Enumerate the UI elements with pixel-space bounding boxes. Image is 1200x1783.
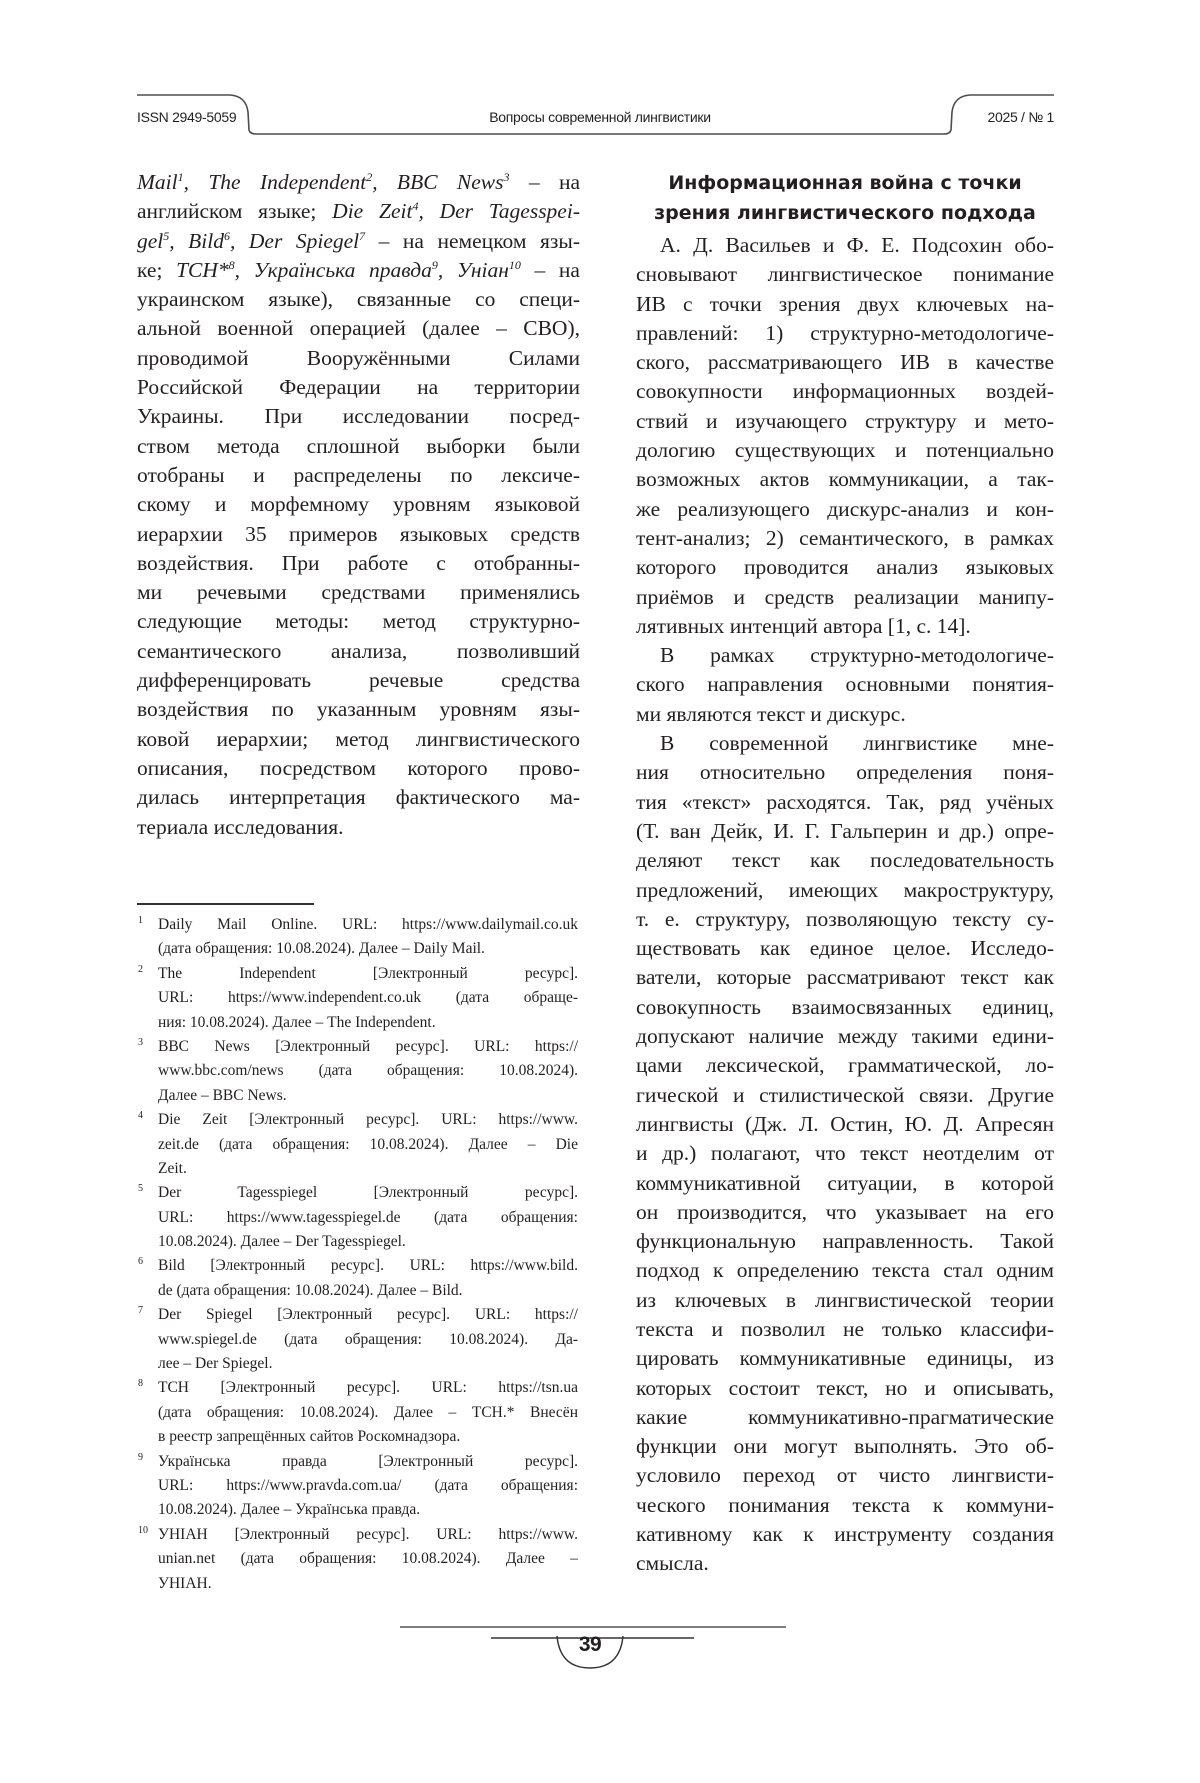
text-line: же реализующего дискурс-анализ и кон- (636, 495, 1054, 524)
footnote-number: 7 (138, 1299, 143, 1323)
footnote (137, 1523, 578, 1596)
text-line: т. е. структуру, позволяющую тексту су- (636, 905, 1054, 934)
text-line: тент-анализ; 2) семантического, в рамках (636, 524, 1054, 553)
text-line: деляют текст как последовательность (636, 846, 1054, 875)
text-line: иерархии 35 примеров языковых средств (137, 520, 580, 549)
heading-line: зрения лингвистического подхода (636, 198, 1054, 228)
footnote-line: ния: 10.08.2024). Далее – The Independent. (158, 1011, 578, 1035)
footnote-ref: 8 (229, 258, 235, 272)
paragraph (636, 641, 1054, 729)
text-line: правлений: 1) структурно-методологиче- (636, 319, 1054, 348)
footnote-ref: 9 (432, 258, 438, 272)
footnote (137, 1181, 578, 1254)
footnote-line: Der Spiegel [Электронный ресурс]. URL: https:// (158, 1303, 578, 1327)
text-line: ватели, которые рассматривают текст как (636, 963, 1054, 992)
footnote-number: 4 (138, 1104, 143, 1128)
text-line: предложений, имеющих макроструктуру, (636, 876, 1054, 905)
text-line: которых состоит текст, но и описывать, (636, 1374, 1054, 1403)
text-line: лингвисты (Дж. Л. Остин, Ю. Д. Апресян (636, 1110, 1054, 1139)
text-segment: gel (137, 229, 163, 253)
text-line: ществовать как единое целое. Исследо- (636, 934, 1054, 963)
heading-line: Информационная война с точки (636, 168, 1054, 198)
footnote-line: URL: https://www.pravda.com.ua/ (дата обращения: (158, 1474, 578, 1498)
footnote-ref: 7 (359, 229, 365, 243)
text-segment: , Der Tagesspei- (418, 199, 580, 223)
text-line: он производится, что указывает на его (636, 1198, 1054, 1227)
text-segment: , Українська правда (235, 258, 432, 282)
text-segment: ке; (137, 258, 176, 282)
footnote-line: 10.08.2024). Далее – Українська правда. (158, 1498, 578, 1522)
footnote-ref: 6 (224, 229, 230, 243)
footnote (137, 962, 578, 1035)
text-line: текста и позволил не только классифи- (636, 1315, 1054, 1344)
text-line (137, 168, 580, 197)
text-line: ского, рассматривающего ИВ в качестве (636, 348, 1054, 377)
text-line: совокупности информационных воздей- (636, 377, 1054, 406)
footnote-number: 2 (138, 958, 143, 982)
text-line: описания, посредством которого прово- (137, 754, 580, 783)
text-segment: , The Independent (184, 170, 367, 194)
footnote-line: Zeit. (158, 1157, 578, 1181)
footnote-line: The Independent [Электронный ресурс]. (158, 962, 578, 986)
footnote-ref: 2 (366, 170, 372, 184)
text-line: ческого понимания текста к коммуни- (636, 1491, 1054, 1520)
text-line: скому и морфемному уровням языковой (137, 490, 580, 519)
footnote (137, 1254, 578, 1303)
issue-number: 2025 / № 1 (987, 109, 1054, 125)
text-line: воздействия по указанным уровням язы- (137, 695, 580, 724)
footnote-line: URL: https://www.independent.co.uk (дата обраще- (158, 986, 578, 1010)
text-line: териала исследования. (137, 813, 580, 842)
text-line: дифференцировать речевые средства (137, 666, 580, 695)
footnote-line: Українська правда [Электронный ресурс]. (158, 1450, 578, 1474)
section-heading (636, 168, 1054, 228)
footnote-line: в реестр запрещённых сайтов Роскомнадзора. (158, 1425, 578, 1449)
footnote-line: лее – Der Spiegel. (158, 1352, 578, 1376)
text-line: ИВ с точки зрения двух ключевых на- (636, 290, 1054, 319)
text-line: следующие методы: метод структурно- (137, 607, 580, 636)
footnote-ref: 1 (178, 170, 184, 184)
right-column (636, 168, 1054, 1579)
text-line: В современной лингвистике мне- (636, 729, 1054, 758)
footnote-line: BBC News [Электронный ресурс]. URL: https:// (158, 1035, 578, 1059)
footnote-line: zeit.de (дата обращения: 10.08.2024). Далее – Die (158, 1133, 578, 1157)
text-line: которого проводится анализ языковых (636, 553, 1054, 582)
text-segment: Die Zeit (332, 199, 412, 223)
text-line: ствий и изучающего структуру и мето- (636, 407, 1054, 436)
footnote-number: 1 (138, 909, 143, 933)
text-line: украинском языке), связанные со специ- (137, 285, 580, 314)
text-line: допускают наличие между такими едини- (636, 1022, 1054, 1051)
footnote (137, 1450, 578, 1523)
footnote-line: de (дата обращения: 10.08.2024). Далее – Bild. (158, 1279, 578, 1303)
text-segment: ТСН* (176, 258, 229, 282)
text-line: В рамках структурно-методологиче- (636, 641, 1054, 670)
text-line: подход к определению текста стал одним (636, 1256, 1054, 1285)
text-line: ского направления основными понятия- (636, 670, 1054, 699)
text-segment: , BBC News (372, 170, 503, 194)
footnote (137, 1108, 578, 1181)
text-segment: – на немецком язы- (365, 229, 580, 253)
text-line: ми являются текст и дискурс. (636, 700, 1054, 729)
text-segment: , Bild (169, 229, 224, 253)
page-number: 39 (560, 1633, 620, 1657)
text-line (137, 227, 580, 256)
text-line: отобраны и распределены по лексиче- (137, 461, 580, 490)
footnote-number: 6 (138, 1250, 143, 1274)
text-line: ния относительно определения поня- (636, 758, 1054, 787)
footnote-line: УНІАН [Электронный ресурс]. URL: https://www. (158, 1523, 578, 1547)
text-line: альной военной операцией (далее – СВО), (137, 314, 580, 343)
journal-title: Вопросы современной лингвистики (300, 109, 900, 125)
footnote-ref: 10 (509, 258, 521, 272)
footnote (137, 1376, 578, 1449)
footnote-line: (дата обращения: 10.08.2024). Далее – ТСН.* Внесён (158, 1401, 578, 1425)
text-line: гической и стилистической связи. Другие (636, 1081, 1054, 1110)
text-line: сновывают лингвистическое понимание (636, 260, 1054, 289)
text-line: Украины. При исследовании посред- (137, 402, 580, 431)
footnote-line: Die Zeit [Электронный ресурс]. URL: https://www. (158, 1108, 578, 1132)
text-line: приёмов и средств реализации манипу- (636, 583, 1054, 612)
footnote-line: (дата обращения: 10.08.2024). Далее – Daily Mail. (158, 937, 578, 961)
footnote-line: Bild [Электронный ресурс]. URL: https://www.bild. (158, 1254, 578, 1278)
paragraph (636, 729, 1054, 1579)
text-line: дологию существующих и потенциально (636, 436, 1054, 465)
text-line: ковой иерархии; метод лингвистического (137, 725, 580, 754)
footnote-line: www.bbc.com/news (дата обращения: 10.08.2024). (158, 1059, 578, 1083)
text-line: из ключевых в лингвистической теории (636, 1286, 1054, 1315)
text-line: возможных актов коммуникации, а так- (636, 465, 1054, 494)
footnote-line: URL: https://www.tagesspiegel.de (дата обращения: (158, 1206, 578, 1230)
footnote-line: www.spiegel.de (дата обращения: 10.08.2024). Да- (158, 1328, 578, 1352)
text-segment: Mail (137, 170, 178, 194)
text-line (137, 256, 580, 285)
text-line: цировать коммуникативные единицы, из (636, 1344, 1054, 1373)
text-line: смысла. (636, 1549, 1054, 1578)
text-line: какие коммуникативно-прагматические (636, 1403, 1054, 1432)
footnote-line: Далее – BBC News. (158, 1084, 578, 1108)
footnote-ref: 3 (503, 170, 509, 184)
footnotes (137, 913, 578, 1596)
running-header-frame (0, 0, 1200, 160)
issn: ISSN 2949-5059 (137, 109, 236, 125)
footnote-number: 10 (138, 1519, 148, 1543)
footnote-number: 5 (138, 1177, 143, 1201)
footnote-number: 9 (138, 1446, 143, 1470)
footnote-line: unian.net (дата обращения: 10.08.2024). Далее – (158, 1547, 578, 1571)
footnote (137, 913, 578, 962)
text-line: (Т. ван Дейк, И. Г. Гальперин и др.) опре- (636, 817, 1054, 846)
text-line: функции они могут выполнять. Это об- (636, 1432, 1054, 1461)
left-column (137, 168, 580, 842)
text-line: дилась интерпретация фактического ма- (137, 783, 580, 812)
text-line: кативному как к инструменту создания (636, 1520, 1054, 1549)
text-segment: – на (509, 170, 580, 194)
text-line: семантического анализа, позволивший (137, 637, 580, 666)
footnote-number: 3 (138, 1031, 143, 1055)
footnote-line: 10.08.2024). Далее – Der Tagesspiegel. (158, 1230, 578, 1254)
text-segment: – на (521, 258, 580, 282)
footnote-ref: 5 (163, 229, 169, 243)
text-line: коммуникативной ситуации, в которой (636, 1169, 1054, 1198)
text-line: ми речевыми средствами применялись (137, 578, 580, 607)
footnote-line: ТСН [Электронный ресурс]. URL: https://tsn.ua (158, 1376, 578, 1400)
footnote-line: УНІАН. (158, 1572, 578, 1596)
footnote-line: Der Tagesspiegel [Электронный ресурс]. (158, 1181, 578, 1205)
text-line: и др.) полагают, что текст неотделим от (636, 1139, 1054, 1168)
text-line: цами лексической, грамматической, ло- (636, 1051, 1054, 1080)
footnote-number: 8 (138, 1372, 143, 1396)
text-line: тия «текст» расходятся. Так, ряд учёных (636, 788, 1054, 817)
footnote-line: Daily Mail Online. URL: https://www.dailymail.co.uk (158, 913, 578, 937)
text-line: ством метода сплошной выборки были (137, 432, 580, 461)
paragraph (636, 231, 1054, 641)
footnote (137, 1035, 578, 1108)
footnote (137, 1303, 578, 1376)
text-line: функциональную направленность. Такой (636, 1227, 1054, 1256)
text-line: проводимой Вооружёнными Силами (137, 344, 580, 373)
text-line: условило переход от чисто лингвисти- (636, 1461, 1054, 1490)
text-segment: , Уніан (438, 258, 509, 282)
text-segment: , Der Spiegel (230, 229, 359, 253)
text-segment: английском языке; (137, 199, 332, 223)
text-line: воздействия. При работе с отобранны- (137, 549, 580, 578)
footnote-ref: 4 (412, 199, 418, 213)
text-line: А. Д. Васильев и Ф. Е. Подсохин обо- (636, 231, 1054, 260)
text-line: Российской Федерации на территории (137, 373, 580, 402)
text-line: лятивных интенций автора [1, с. 14]. (636, 612, 1054, 641)
footnote-rule (137, 903, 314, 905)
text-line: совокупность взаимосвязанных единиц, (636, 993, 1054, 1022)
text-line (137, 197, 580, 226)
